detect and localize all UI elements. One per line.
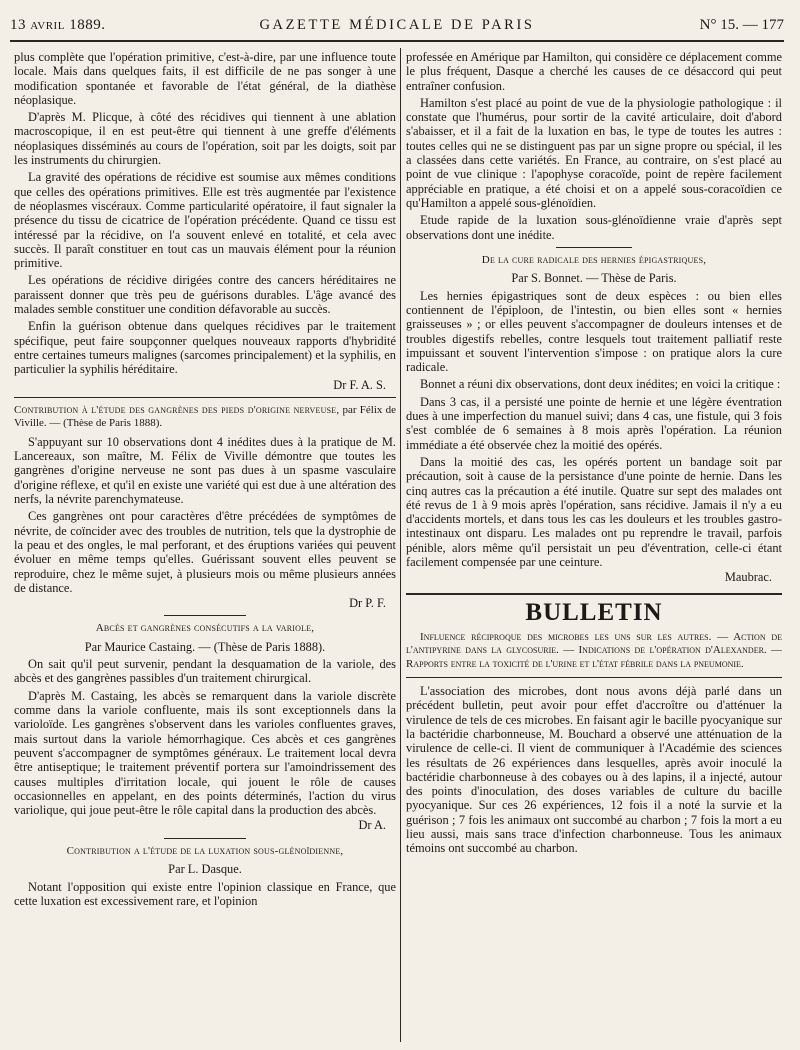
section-rule	[14, 397, 396, 398]
paragraph: Bonnet a réuni dix observations, dont deux inédites; en voici la critique :	[420, 377, 781, 392]
paragraph: Les hernies épigastriques sont de deux espèces : ou bien elles contiennent de l'épiploon, de l'intestin, ou bien elles sont « hernies graisseuses » ; or elles peuvent s'accompagner de douleurs intenses et de troubles digestifs rebelles, contre lesquels tout traitement palliatif reste impuissant et souvent l'intervention s'impose : on pratique alors la cure radicale.	[406, 288, 782, 375]
article-heading	[406, 254, 782, 268]
paragraph: Dans 3 cas, il a persisté une pointe de hernie et une légère éventration dues à une imperfection du manuel suivi; dans 4 cas, une fistule, qui 3 fois s'est comblée de 6 semaines à 8 mois après l'opération. La réunion immédiate a été observée chez la moitié des opérés.	[406, 394, 782, 452]
paragraph: Enfin la guérison obtenue dans quelques récidives par le traitement spécifique, peut faire soupçonner quelques nouveaux rapports d'hybridité entre certaines tumeurs malignes (sarcomes principalement) et la syphilis, en particulier la syphilis héréditaire.	[14, 319, 396, 377]
paragraph: D'après M. Plicque, à côté des récidives qui tiennent à une ablation macroscopique, il en est peut-être qui tiennent à une greffe d'éléments néoplasiques disséminés au cours de l'opération, soit par les doigts, soit par les instruments du chirurgien.	[14, 110, 396, 168]
page-header	[10, 10, 784, 42]
column-divider	[400, 48, 401, 1042]
article-byline: Par Maurice Castaing. — (Thèse de Paris 1888).	[84, 639, 326, 654]
section-rule	[164, 615, 246, 616]
article-heading-author: par Félix de Viville. — (Thèse de Paris 1888).	[14, 403, 396, 430]
bulletin-title: BULLETIN	[525, 598, 663, 626]
paragraph: Ces gangrènes ont pour caractères d'être précédées de symptômes de névrite, de coïncider avec des troubles de nutrition, tels que la dystrophie de la peau et des ongles, le mal perforant, et des éruptions variées qui peuvent évoluer en même temps qu'elles. Guérissant souvent elles peuvent se reproduire, chez le même sujet, à plusieurs mois ou même plusieurs années de distance.	[14, 509, 396, 595]
bulletin-summary: Influence réciproque des microbes les uns sur les autres. — Action de l'antipyrine dans la glycosurie. — Indications de l'opération d'Alexander. — Rapports entre la toxicité de l'urine et l'état fébrile dans la pneumonie.	[406, 630, 782, 670]
article-heading-title: De la cure radicale des hernies épigastriques,	[481, 253, 707, 266]
paragraph: On sait qu'il peut survenir, pendant la desquamation de la variole, des abcès et des gangrènes passibles d'un traitement chirurgical.	[14, 657, 396, 686]
journal-title: GAZETTE MÉDICALE DE PARIS	[259, 16, 535, 33]
left-column	[14, 50, 396, 1044]
article-heading	[14, 404, 396, 431]
paragraph: Dans la moitié des cas, les opérés portent un bandage soit par précaution, soit à cause de la persistance d'une pointe de hernie. Dans les cinq autres cas la précaution a été inutile. Quatre sur sept des malades ont été revus de 1 à 9 mois après l'opération, sans récidive. Jamais il n'y a eu d'accidents mortels, et dans tous les cas les douleurs et les troubles gastro-intestinaux ont disparu. Les malades ont pu reprendre le travail, parfois pénible, alors même qu'il persistait un peu d'éventration, celle-ci étant facilement compensée par une ceinture.	[406, 454, 782, 569]
paragraph: professée en Amérique par Hamilton, qui considère ce déplacement comme le plus fréquent, Dasque a cherché les causes de ce désaccord qui peut entraîner confusion.	[406, 50, 782, 93]
section-rule	[406, 677, 782, 678]
paragraph: Les opérations de récidive dirigées contre des cancers héréditaires ne paraissent donner que très peu de guérisons durables. L'âge avancé des malades semble constituer une condition défavorable au succès.	[14, 273, 396, 317]
article-heading	[14, 622, 396, 636]
article-heading-title: Abcès et gangrènes consécutifs a la variole,	[95, 622, 315, 635]
paragraph: plus complète que l'opération primitive, c'est-à-dire, par une influence toute locale. Mais dans quelques faits, il est difficile de ne pas songer à une modification spontanée et favorable de l'état général, de la diathèse néoplasique.	[14, 50, 396, 107]
article-heading	[14, 845, 396, 859]
right-column	[406, 50, 782, 1044]
article-byline: Par L. Dasque.	[168, 862, 242, 877]
section-rule	[164, 838, 246, 839]
paragraph: Hamilton s'est placé au point de vue de la physiologie pathologique : il constate que l'humérus, pour sortir de la cavité articulaire, doit d'abord s'abaisser, et il a fait de la luxation en bas, le type de toutes les autres : toutes celles qui ne se distinguent pas par un signe propre ou spécial, il les a classées dans cette variétés. En France, au contraire, on s'est placé au point de vue clinique : l'apophyse coracoïde, point de repère facilement appréciable en pratique, a été choisi et on a appelé sous-coracoïdien ce qu'Hamilton a appelé sous-glénoïdien.	[406, 95, 782, 210]
signature: Dr F. A. S.	[333, 377, 386, 392]
issue-date: 13 avril 1889.	[10, 16, 106, 33]
bulletin-rule	[406, 593, 782, 595]
issue-number: N° 15. — 177	[699, 16, 784, 33]
article-byline: Par S. Bonnet. — Thèse de Paris.	[511, 271, 677, 286]
paragraph: Notant l'opposition qui existe entre l'opinion classique en France, que cette luxation est excessivement rare, et l'opinion	[14, 879, 396, 908]
signature: Dr P. F.	[349, 596, 386, 611]
paragraph: Etude rapide de la luxation sous-glénoïdienne vraie d'après sept observations dont une inédite.	[406, 213, 782, 242]
section-rule	[556, 247, 632, 248]
article-heading-title: Contribution a l'étude de la luxation sous-glénoïdienne,	[66, 844, 344, 857]
paragraph: La gravité des opérations de récidive est soumise aux mêmes conditions que celles des opérations primitives. Elle est très augmentée par l'existence de néoplasmes viscéraux. Comme particularité opératoire, il faut signaler la présence du tissu de cicatrice de l'opération précédente. Quand ce tissu est intéressé par la récidive, on l'a souvent enlevé en totalité, et cela avec succès. Il paraît constituer en tout cas un mauvais élément pour la réunion primitive.	[14, 170, 396, 271]
paragraph: L'association des microbes, dont nous avons déjà parlé dans un précédent bulletin, peut avoir pour effet d'accroître ou d'atténuer la virulence de tels de ces microbes. En faisant agir le bacille pyocyanique sur la bactéridie charbonneuse, M. Bouchard a observé une atténuation de la virulence de celle-ci. Il vient de communiquer à l'Académie des sciences les résultats de 26 expériences dans lesquelles, après avoir inoculé la bactéridie charbonneuse à des cobayes ou à des lapins, il a injecté, autour des points d'inoculation, des doses variables de culture du bacille pyocyanique. Sur ces 26 expériences, 12 fois il a noté la survie et la guérison ; 7 fois les animaux ont succombé au charbon ; 7 fois la mort a eu lieu aussi, mais sans trace d'infection charbonneuse. Tous les animaux témoins ont succombé au charbon.	[406, 684, 782, 856]
signature: Dr A.	[358, 818, 386, 833]
article-heading-title: Contribution à l'étude des gangrènes des pieds d'origine nerveuse,	[14, 403, 340, 416]
paragraph: D'après M. Castaing, les abcès se remarquent dans la variole discrète comme dans la variole confluente, mais ils sont exceptionnels dans la varioloïde. Les gangrènes s'observent dans les varioles confluentes graves, mais surtout dans la variole hémorrhagique. Ces abcès et ces gangrènes peuvent s'accompagner de symptômes généraux. Le traitement local devra être antiseptique; le traitement préventif portera sur l'amoindrissement des causes multiples d'irritation locale, qui jouent le rôle de causes occasionnelles en appelant, en des points déterminés, l'action du virus variolique, qui joue peut-être le rôle capital dans la production des abcès.	[14, 688, 396, 818]
signature: Maubrac.	[724, 570, 772, 585]
paragraph: S'appuyant sur 10 observations dont 4 inédites dues à la pratique de M. Lancereaux, son maître, M. Félix de Viville démontre que toutes les gangrènes d'origine nerveuse ne sont pas dues à un spasme vasculaire d'origine réflexe, et qu'il en existe une variété qui est due à une altération des nerfs, la névrite parenchymateuse.	[14, 434, 396, 507]
